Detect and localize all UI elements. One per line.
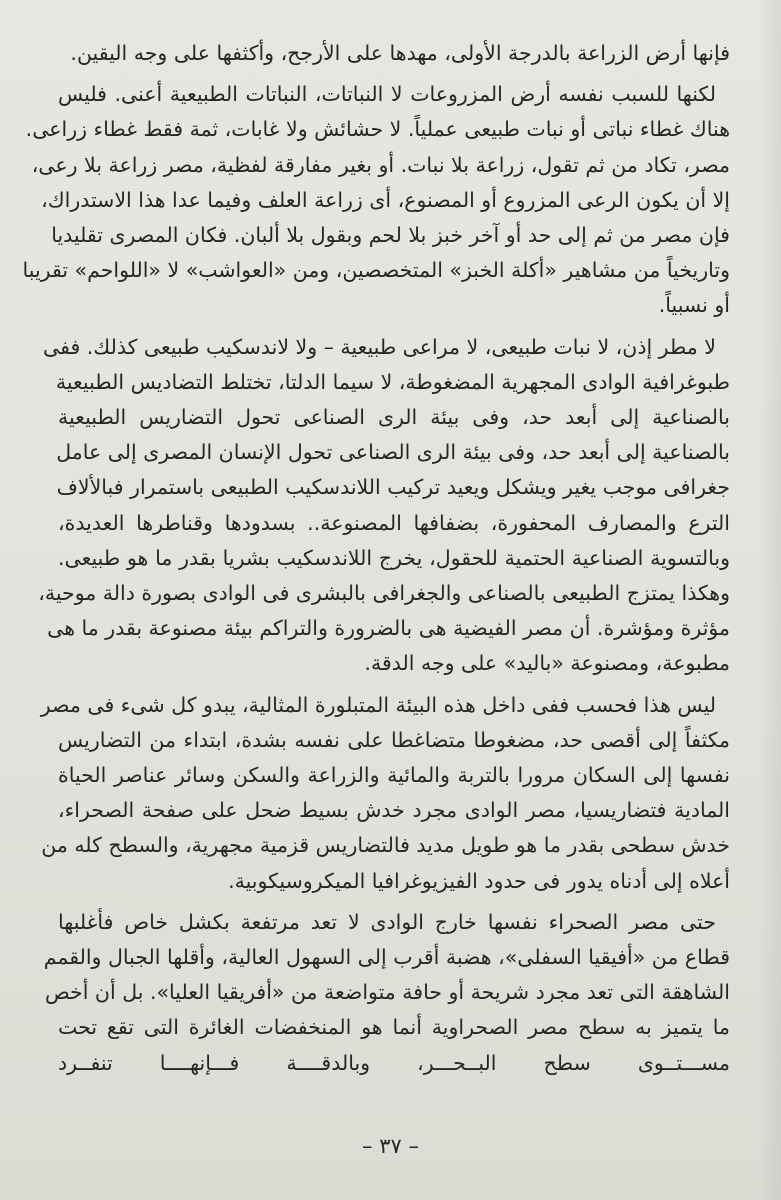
text-line: بالصناعية إلى أبعد حد، وفى بيئة الرى الصناعى تحول التضاريس الطبيعية [58,405,730,430]
paragraph-5 [43,905,730,1081]
text-line: وبالتسوية الصناعية الحتمية للحقول، يخرج اللاندسكيب بشريا بقدر ما هو طبيعى. [58,545,730,570]
text-line: هناك غطاء نباتى أو نبات طبيعى عملياً. لا حشائش ولا غابات، ثمة فقط غطاء زراعى. [25,117,730,142]
text-line: مكثفاً إلى أقصى حد، مضغوطا متضاغطا على نفسه بشدة، ابتداء من التضاريس [58,727,730,752]
text-line: مؤثرة ومؤشرة. أن مصر الفيضية هى بالضرورة والتراكم بيئة مصنوعة بقدر ما هى [47,616,730,641]
text-line: وتاريخياً من مشاهير «أكلة الخبز» المتخصصين، ومن «العواشب» لا «اللواحم» تقريبا [22,258,730,283]
text-line: جغرافى موجب يغير ويشكل ويعيد تركيب اللاندسكيب الطبيعى باستمرار فبالألاف [56,475,730,500]
text-line: قطاع من «أفيقيا السفلى»، هضبة أقرب إلى السهول العالية، وأقلها الجبال والقمم [43,945,730,970]
text-line: حتى مصر الصحراء نفسها خارج الوادى لا تعد مرتفعة بكشل خاص فأغلبها [58,909,716,934]
paragraph-4 [40,688,730,899]
text-line: نفسها إلى السكان مرورا بالتربة والمائية والزراعة والسكن وسائر عناصر الحياة [58,763,730,788]
text-line: ليس هذا فحسب ففى داخل هذه البيئة المتبلورة المثالية، يبدو كل شىء فى مصر [40,692,716,717]
text-line: مســـتــوى سطح البــحـــر، وبالدقــــة فـــإنهــــا تنفــرد [58,1050,730,1075]
text-line: لكنها للسبب نفسه أرض المزروعات لا النباتات، النباتات الطبيعية أعنى. فليس [58,82,716,107]
text-line: لا مطر إذن، لا نبات طبيعى، لا مراعى طبيعية – ولا لاندسكيب طبيعى كذلك. ففى [43,334,716,359]
text-line: طبوغرافية الوادى المجهرية المضغوطة، لا سيما الدلتا، تختلط التضاديس الطبيعية [55,369,730,394]
page-edge-shadow [759,0,781,1200]
text-line: خدش سطحى بقدر ما هو طويل مديد فالتضاريس قزمية مجهرية، والسطح كله من [41,833,730,858]
text-line: أو نسبياً. [658,293,730,318]
text-line: أعلاه إلى أدناه يدور فى حدود الفيزيوغرافيا الميكروسيكوبية. [228,868,730,893]
body-text [22,36,730,1087]
page-number: – ٣٧ – [362,1134,419,1158]
text-line: إلا أن يكون الرعى المزروع أو المصنوع، أى زراعة العلف وفيما عدا هذا الاستدراك، [41,187,730,212]
text-line: ما يتميز به سطح مصر الصحراوية أنما هو المنخفضات الغائرة التى تقع تحت [58,1015,730,1040]
text-line: فإن مصر من ثم إلى حد أو آخر خبز بلا لحم وبقول بلا ألبان. فكان المصرى تقليديا [51,223,730,248]
paragraph-3 [38,330,730,682]
text-line: فإنها أرض الزراعة بالدرجة الأولى، مهدها على الأرجح، وأكثفها على وجه اليقين. [70,41,730,65]
text-line: مصر، تكاد من ثم تقول، زراعة بلا نبات. أو بغير مفارقة لفظية، مصر زراعة بلا رعى، [31,152,730,177]
paragraph-1 [58,36,730,71]
text-line: وهكذا يمتزج الطبيعى بالصناعى والجغرافى بالبشرى فى الوادى بصورة دالة موحية، [38,581,730,606]
text-line: مطبوعة، ومصنوعة «باليد» على وجه الدقة. [364,651,730,676]
text-line: الترع والمصارف المحفورة، بضفافها المصنوعة.. بسدودها وقناطرها العديدة، [58,510,730,535]
text-line: بالصناعية إلى أبعد حد، وفى بيئة الرى الصناعى تحول الإنسان المصرى إلى عامل [56,440,730,465]
paragraph-2 [22,77,730,323]
text-line: المادية فتضاريسيا، مصر الوادى مجرد خدش بسيط ضحل على صفحة الصحراء، [58,798,730,823]
text-line: الشاهقة التى تعد مجرد شريحة أو حافة متواضعة من «أفريقيا العليا». بل أن أخص [44,980,730,1005]
